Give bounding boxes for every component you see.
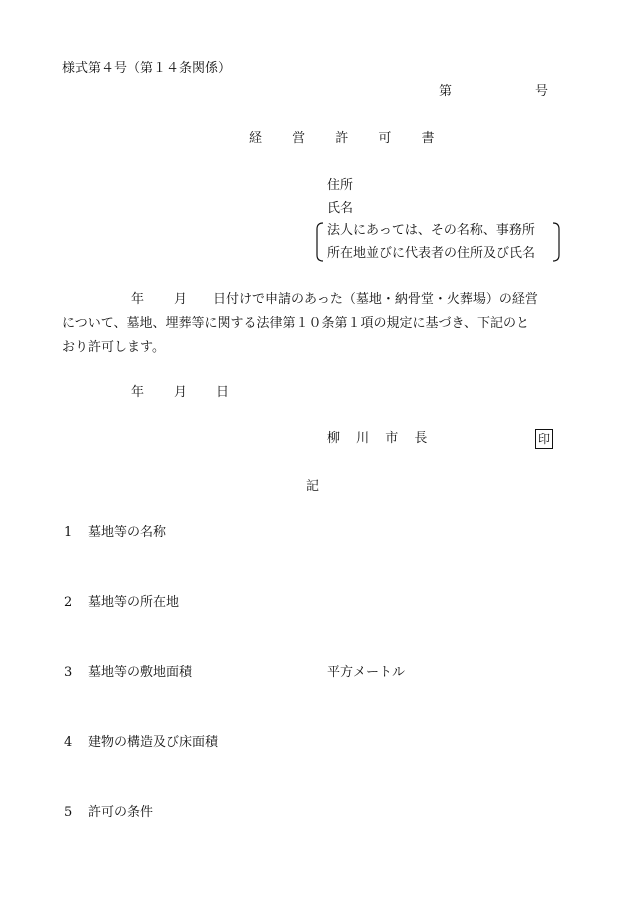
body-year: 年 (131, 292, 145, 307)
address-label: 住所 (327, 178, 354, 193)
seal-mark: 印 (535, 429, 553, 449)
date-day: 日 (216, 385, 230, 400)
body-text-line3: おり許可します。 (62, 340, 165, 355)
body-text-line2: について、墓地、埋葬等に関する法律第１０条第１項の規定に基づき、下記のと (62, 316, 529, 331)
corporate-note-line2: 所在地並びに代表者の住所及び氏名 (327, 246, 536, 261)
item-value-3: 平方メートル (327, 665, 406, 680)
issuer-name: 柳 川 市 長 (327, 431, 434, 446)
item-label-1: 墓地等の名称 (88, 525, 167, 540)
item-number-3: 3 (64, 665, 73, 680)
item-label-5: 許可の条件 (88, 805, 154, 820)
item-number-1: 1 (64, 525, 73, 540)
doc-number-prefix: 第 (439, 84, 453, 99)
item-label-2: 墓地等の所在地 (88, 595, 180, 610)
item-label-3: 墓地等の敷地面積 (88, 665, 193, 680)
item-number-5: 5 (64, 805, 73, 820)
ki-heading: 記 (306, 479, 320, 494)
date-month: 月 (174, 385, 188, 400)
item-number-2: 2 (64, 595, 73, 610)
body-month: 月 (174, 292, 188, 307)
date-year: 年 (131, 385, 145, 400)
corporate-note-line1: 法人にあっては、その名称、事務所 (327, 223, 535, 238)
body-text-line1: 日付けで申請のあった（墓地・納骨堂・火葬場）の経営 (213, 292, 538, 307)
name-label: 氏名 (327, 201, 354, 216)
form-number: 様式第４号（第１４条関係） (62, 61, 232, 76)
document-title: 経 営 許 可 書 (249, 131, 448, 146)
doc-number-suffix: 号 (535, 84, 549, 99)
item-number-4: 4 (64, 735, 73, 750)
item-label-4: 建物の構造及び床面積 (88, 735, 219, 750)
